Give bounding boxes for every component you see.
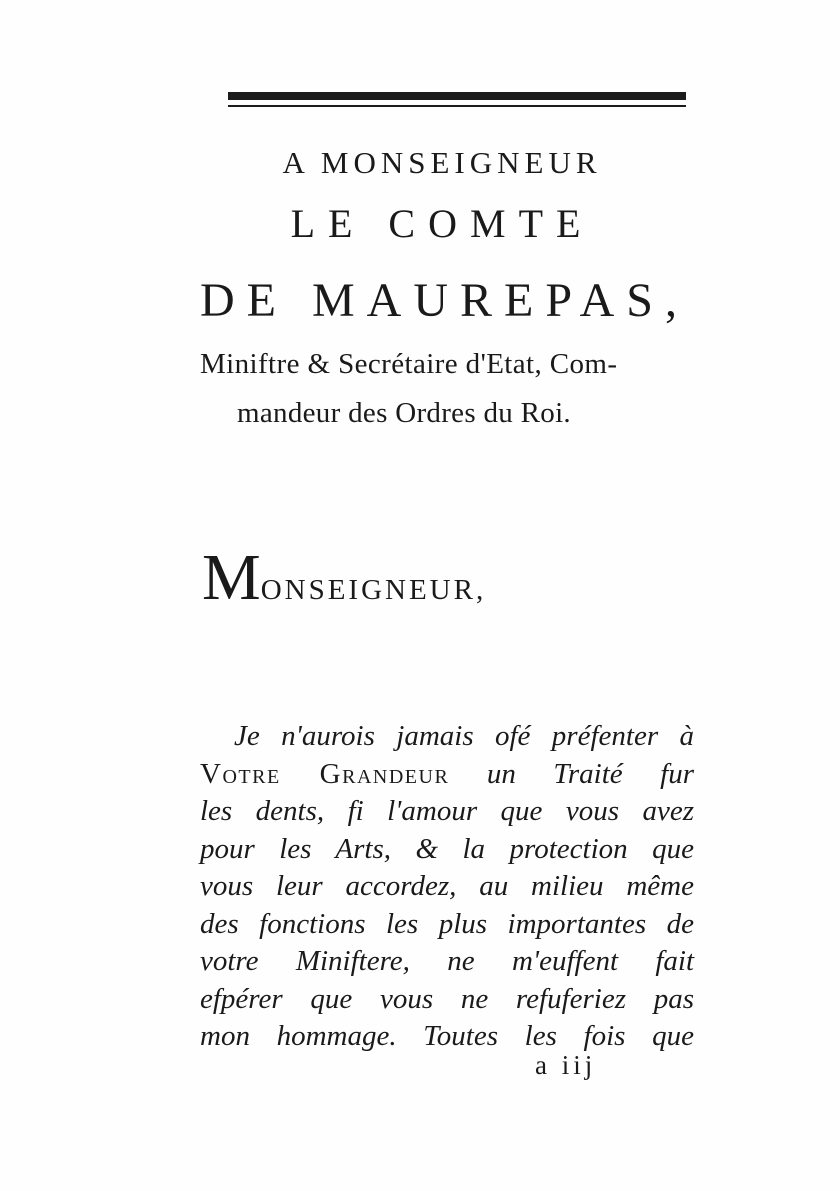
- body-line-3: les dents, fi l'amour que vous avez: [200, 795, 694, 827]
- dedication-line-1: A MONSEIGNEUR: [282, 145, 602, 180]
- body-line-1: Je n'aurois jamais ofé préfenter à: [234, 720, 694, 752]
- body-paragraph: [200, 718, 694, 1056]
- ornamental-rule-thin: [228, 105, 686, 107]
- body-line-5: vous leur accordez, au milieu même: [200, 870, 694, 902]
- title-line-1: Miniftre & Secrétaire d'Etat, Com-: [200, 348, 618, 380]
- dedication-line-3: DE MAUREPAS,: [200, 274, 689, 327]
- body-line-9: mon hommage. Toutes les fois que: [200, 1020, 694, 1052]
- salutation: [202, 540, 486, 616]
- body-line-6: des fonctions les plus importantes de: [200, 907, 694, 940]
- body-line-2: [200, 756, 694, 794]
- dedication-line-2: LE COMTE: [290, 201, 594, 246]
- body-line-7: votre Miniftere, ne m'euffent fait: [200, 945, 694, 977]
- ornamental-rule-thick: [228, 92, 686, 100]
- votre-grandeur: Votre Grandeur: [200, 757, 450, 790]
- page-signature: a iij: [535, 1050, 597, 1080]
- body-line-8: efpérer que vous ne refuferiez pas: [200, 982, 694, 1015]
- body-line-4: pour les Arts, & la protection que: [200, 832, 694, 865]
- salutation-initial: M: [202, 541, 261, 614]
- title-line-2: mandeur des Ordres du Roi.: [237, 397, 571, 429]
- salutation-rest: ONSEIGNEUR,: [260, 574, 487, 606]
- body-line-2-rest: un Traité fur: [449, 757, 694, 790]
